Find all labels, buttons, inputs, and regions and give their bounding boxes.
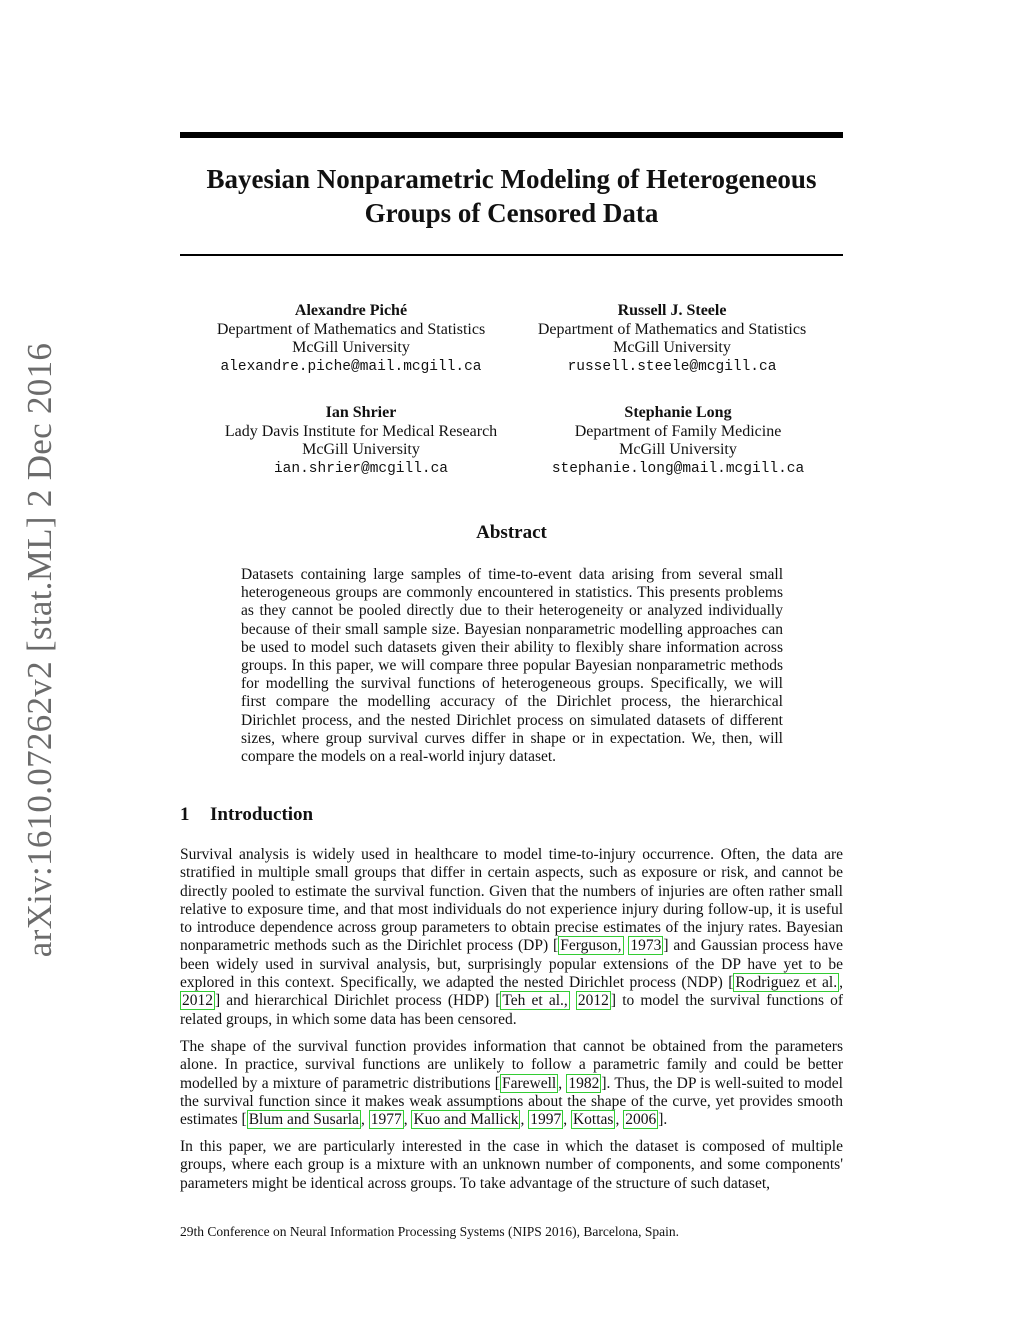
intro-paragraph-2: [180, 1038, 843, 1129]
author-name: Russell J. Steele: [617, 302, 727, 319]
arxiv-identifier: arXiv:1610.07262v2 [stat.ML] 2 Dec 2016: [20, 342, 59, 958]
citation-link[interactable]: Ferguson,: [560, 937, 622, 955]
citation-link[interactable]: 1973: [630, 937, 662, 955]
author-email[interactable]: stephanie.long@mail.mcgill.ca: [551, 460, 805, 477]
paragraph-text: ] and hierarchical Dirichlet process (HDP) [: [215, 992, 501, 1010]
paragraph-text: ,: [558, 1074, 567, 1092]
paragraph-text: [570, 992, 576, 1009]
author-block: [513, 404, 843, 478]
section-number: 1: [180, 804, 190, 825]
citation-link[interactable]: Teh et al.,: [502, 992, 568, 1010]
citation-link[interactable]: Kuo and Mallick: [413, 1111, 519, 1129]
paragraph-text: ,: [360, 1111, 369, 1129]
paragraph-text: Survival analysis is widely used in healthcare to model time-to-injury occurrence. Often, the data are stratified in multiple small groups that differ in certain aspects, such as exposure or risk, and cannot be directly pooled to estimate the survival function. Given that the numbers of injuries are often rather small relative to exposure time, and that most individuals do not experience injury during follow-up, it is useful to introduce dependence across group parameters to obtain precise estimates of the injury rates. Bayesian nonparametric methods such as the Dirichlet process (DP) [: [180, 846, 843, 955]
author-institution: McGill University: [292, 339, 410, 356]
citation-link[interactable]: Kottas: [572, 1111, 614, 1129]
citation-link[interactable]: 1997: [530, 1111, 562, 1129]
title-line-1: Bayesian Nonparametric Modeling of Heterogeneous: [206, 164, 817, 194]
author-affiliation: Department of Family Medicine: [574, 422, 782, 440]
author-affiliation: Lady Davis Institute for Medical Research: [224, 422, 498, 440]
paragraph-text: ]. Thus, the DP is well-suited to model the survival function since it makes weak assumptions about the shape of the curve, yet provides smooth estimates [: [180, 1074, 843, 1129]
paragraph-text: ,: [563, 1111, 571, 1129]
author-affiliation: Department of Mathematics and Statistics: [537, 320, 807, 338]
citation-link[interactable]: 2012: [577, 992, 609, 1010]
author-institution: McGill University: [613, 339, 731, 356]
conference-footnote: 29th Conference on Neural Information Processing Systems (NIPS 2016), Barcelona, Spain.: [180, 1224, 680, 1239]
author-name: Stephanie Long: [624, 404, 732, 421]
citation-link[interactable]: 2012: [182, 992, 213, 1010]
arxiv-sidebar-stamp: [10, 342, 70, 958]
paragraph-text: ,: [615, 1111, 624, 1129]
citation-link[interactable]: Rodriguez et al.: [735, 974, 838, 992]
paragraph-text: ,: [839, 974, 843, 992]
title-top-rule: [180, 132, 843, 138]
citation-link[interactable]: 2006: [625, 1111, 657, 1129]
author-block: [186, 302, 516, 376]
paragraph-text: ,: [403, 1111, 412, 1129]
section-heading: [180, 804, 313, 826]
author-email[interactable]: russell.steele@mcgill.ca: [567, 358, 777, 375]
intro-paragraph-3: In this paper, we are particularly interested in the case in which the dataset is composed of multiple groups, where each group is a mixture with an unknown number of components, and some components' parameters might be identical across groups. To take advantage of the structure of such dataset,: [180, 1138, 843, 1192]
intro-paragraph-1: [180, 846, 843, 1029]
author-institution: McGill University: [619, 441, 737, 458]
citation-link[interactable]: 1977: [370, 1111, 402, 1129]
paragraph-text: ].: [658, 1111, 668, 1129]
author-name: Alexandre Piché: [294, 302, 408, 319]
author-affiliation: Department of Mathematics and Statistics: [216, 320, 486, 338]
author-name: Ian Shrier: [325, 404, 397, 421]
paragraph-text: ] to model the survival functions of related groups, in which some data has been censored.: [180, 992, 844, 1028]
author-email[interactable]: alexandre.piche@mail.mcgill.ca: [220, 358, 482, 375]
paragraph-text: ,: [520, 1111, 529, 1129]
author-institution: McGill University: [302, 441, 420, 458]
author-block: [196, 404, 526, 478]
author-block: [507, 302, 837, 376]
paragraph-text: The shape of the survival function provides information that cannot be obtained from the parameters alone. In practice, survival functions are unlikely to follow a parametric family and could be better modelled by a mixture of parametric distributions [: [180, 1038, 843, 1092]
citation-link[interactable]: 1982: [568, 1074, 600, 1092]
citation-link[interactable]: Farewell: [501, 1074, 557, 1092]
paragraph-text: ] and Gaussian process have been widely used in survival analysis, but, surprisingly popular extensions of the DP have yet to be explored in this context. Specifically, we adapted the nested Dirichlet process (NDP) [: [180, 937, 844, 992]
citation-link[interactable]: Blum and Susarla: [248, 1111, 359, 1129]
title-bottom-rule: [180, 254, 843, 256]
abstract-heading: Abstract: [476, 522, 547, 543]
title-line-2: Groups of Censored Data: [364, 198, 659, 228]
section-title: Introduction: [210, 804, 314, 825]
paper-title: [180, 162, 843, 230]
abstract-text: Datasets containing large samples of time-to-event data arising from several small heterogeneous groups are commonly encountered in statistics. This presents problems as they cannot be pooled directly due to their heterogeneity or analyzed individually because of their small sample size. Bayesian nonparametric modelling approaches can be used to model such datasets given their ability to flexibly share information across groups. In this paper, we will compare three popular Bayesian nonparametric methods for modelling the survival functions of heterogeneous groups. Specifically, we will first compare the modelling accuracy of the Dirichlet process, the hierarchical Dirichlet process, and the nested Dirichlet process on simulated datasets of different sizes, where group survival curves differ in shape or in expectation. We, then, will compare the models on a real-world injury dataset.: [241, 566, 783, 766]
author-email[interactable]: ian.shrier@mcgill.ca: [273, 460, 449, 477]
